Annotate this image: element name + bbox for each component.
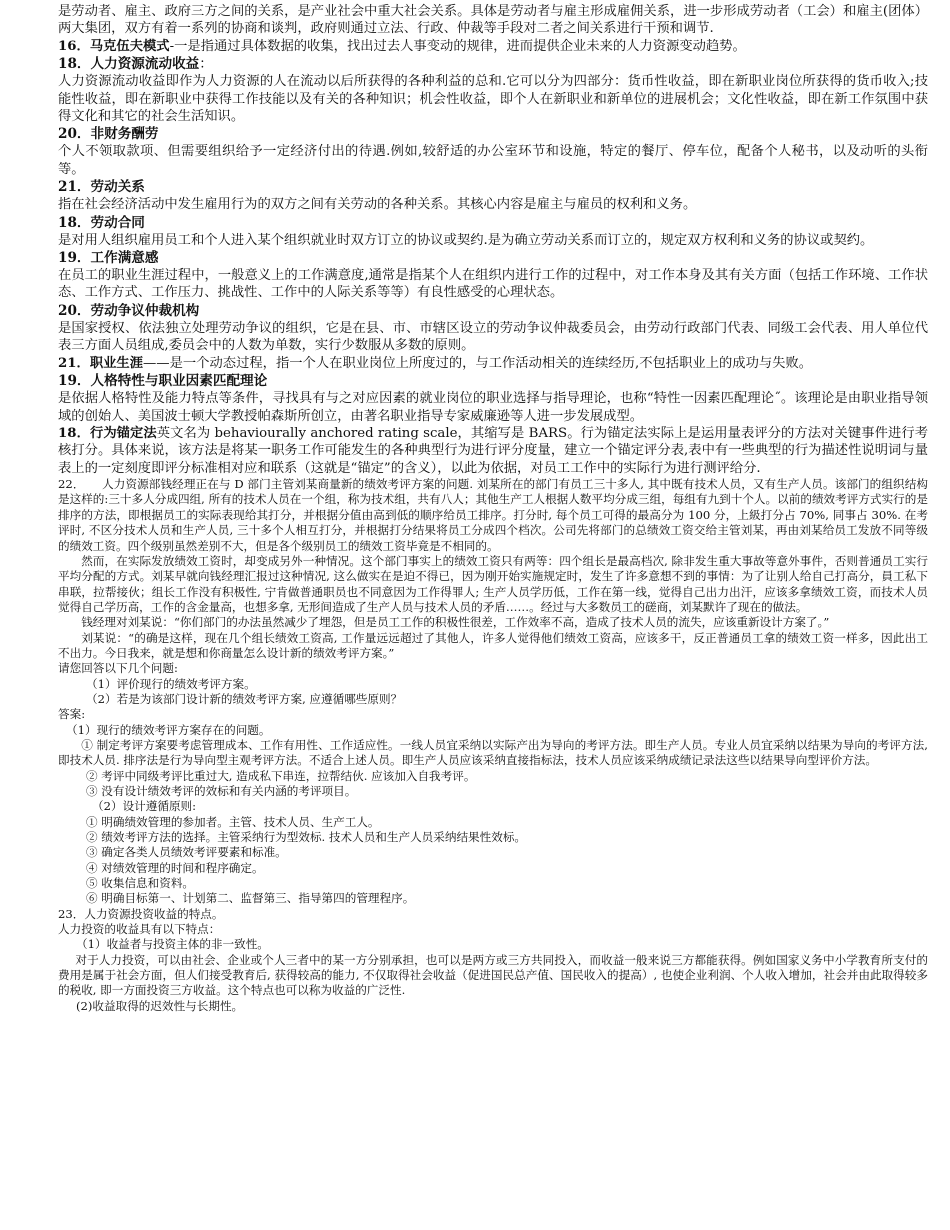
question-lead: 人力投资的收益具有以下特点：	[58, 922, 221, 937]
principle-item: ⑥ 明确目标第一、计划第二、监督第三、指导第四的管理程序。	[86, 891, 415, 906]
feature-item: （1）收益者与投资主体的非一致性。	[76, 937, 269, 952]
case-paragraph: 钱经理对刘某说：“你们部门的办法虽然减少了埋怨，但是员工工作的积极性很差，工作效率不高，造成了技术人员的流失，应该重新设计方案了。”	[81, 615, 830, 630]
question-title: 23．人力资源投资收益的特点。	[58, 906, 224, 921]
section-heading	[58, 55, 928, 73]
term-definition: -一是指通过具体数据的收集，找出过去人事变动的规律，进而提供企业未来的人力资源变动趋势。	[169, 38, 746, 54]
answer-subtitle: （2）设计遵循原则:	[92, 799, 197, 814]
answer-label: 答案:	[58, 707, 86, 722]
questions-prompt: 请您回答以下几个问题:	[58, 661, 178, 676]
section-body: 在员工的职业生涯过程中，一般意义上的工作满意度,通常是指某个人在组织内进行工作的过程中，对工作本身及其有关方面（包括工作环境、工作状态、工作方式、工作压力、挑战性、工作中的人际关系等等）有良性感受的心理状态。	[58, 268, 928, 301]
principle-item: ⑤ 收集信息和资料。	[86, 876, 195, 891]
section-body: 个人不领取款项、但需要组织给予一定经济付出的待遇.例如,较舒适的办公室环节和设施，特定的餐厅、停车位，配备个人秘书，以及动听的头衔等。	[58, 144, 928, 177]
term-title: 行为锚定法	[89, 425, 157, 441]
answer-item: ② 考评中同级考评比重过大, 造成私下串连，拉帮结伙. 应该加入自我考评。	[86, 768, 476, 783]
term-number: 16．	[58, 38, 90, 54]
term-number: 21．	[58, 355, 90, 371]
principle-item: ② 绩效考评方法的选择。主管采纳行为型效标. 技术人员和生产人员采纳结果性效标。	[86, 830, 527, 845]
feature-body: 对于人力投资，可以由社会、企业或个人三者中的某一方分别承担，也可以是两方或三方共同投入，而收益一般来说三方都能获得。例如国家义务中小学教育所支付的费用是属于社会方面，但人们接受教育后, 获得较高的能力, 不仅取得社会收益（促进国民总产值、国民收入的提高）, 也使企业利润、个人收入增加，社会并由此取得较多的税收, 即一方面投资三方收益。这个特点也可以称为收益的广泛性.	[58, 952, 928, 998]
heading-text: 18．人力资源流动收益	[58, 56, 200, 73]
section-heading: 21．劳动关系	[58, 179, 145, 196]
case-paragraph: 然而，在实际发放绩效工资时，却变成另外一种情况。这个部门事实上的绩效工资只有两等：四个组长是最高档次, 除非发生重大事故等意外事件，否则普通员工实行平均分配的方式。刘某早就向钱经理汇报过这种情况, 这么做实在是迫不得已，因为刚开始实施规定时，发生了许多意想不到的事情：为了让别人给自己打高分，員工私下串联，拉帮接伙；组长工作没有积极性, 宁肯做普通职员也不同意因为工作得罪人; 生产人员学历低，工作在第一线，觉得自己出力出汗，应该多拿绩效工资，而技术人员觉得自己学历高，工作的含金量高，也想多拿, 无形间造成了生产人员与技术人员的矛盾……。经过与大多数员工的磋商，刘某默许了现在的做法。	[58, 553, 928, 614]
feature-item: (2)收益取得的迟效性与长期性。	[76, 998, 244, 1013]
term-definition: ——是一个动态过程，指一个人在职业岗位上所度过的，与工作活动相关的连续经历,不包括职业上的成功与失败。	[143, 355, 813, 371]
answer-subtitle: （1）现行的绩效考评方案存在的问题。	[66, 722, 271, 737]
question-23	[58, 907, 928, 1014]
section-job-satisfaction	[58, 249, 928, 302]
section-body: 人力资源流动收益即作为人力资源的人在流动以后所获得的各种利益的总和.它可以分为四部分：货币性收益，即在新职业岗位所获得的货币收入;技能性收益，即在新职业中获得工作技能以及有关的各种知识；机会性收益，即个人在新职业和新单位的进展机会；文化性收益，即在新工作氛围中获得文化和其它的社会生活知识。	[58, 74, 928, 125]
intro-paragraph: 是劳动者、雇主、政府三方之间的关系，是产业社会中重大社会关系。具体是劳动者与雇主形成雇佣关系，进一步形成劳动者（工会）和雇主(团体）两大集团，双方有着一系列的协商和谈判，政府则通过立法、行政、仲裁等手段对二者之间关系进行干预和调节.	[58, 4, 928, 37]
section-heading: 20．非财务酬劳	[58, 126, 159, 143]
section-heading: 19．人格特性与职业因素匹配理论	[58, 373, 268, 390]
section-heading: 18．劳动合同	[58, 214, 145, 231]
section-body: 是依据人格特性及能力特点等条件，寻找具有与之对应因素的就业岗位的职业选择与指导理论，也称“特性一因素匹配理论˝。该理论是由职业指导领域的创始人、美国波士顿大学教授帕森斯所创立，由著名职业指导专家威廉逊等人进一步发展成型。	[58, 391, 928, 424]
section-heading: 20．劳动争议仲裁机构	[58, 302, 200, 319]
section-nonfinancial-pay	[58, 125, 928, 178]
question-item: （2）若是为该部门设计新的绩效考评方案, 应遵循哪些原则？	[86, 691, 403, 706]
markov-definition	[58, 38, 928, 55]
section-arbitration	[58, 302, 928, 355]
principle-item: ③ 确定各类人员绩效考评要素和标准。	[86, 845, 287, 860]
principle-item: ④ 对绩效管理的时间和程序确定。	[86, 860, 264, 875]
career-definition	[58, 355, 928, 372]
case-study-22	[58, 477, 928, 907]
section-heading: 19．工作满意感	[58, 250, 159, 267]
section-trait-factor	[58, 372, 928, 425]
section-labor-relations	[58, 178, 928, 213]
question-item: （1）评价现行的绩效考评方案。	[86, 676, 256, 691]
term-title: 马克伍夫模式	[89, 38, 170, 54]
heading-suffix: ：	[199, 56, 213, 73]
term-number: 18．	[58, 425, 90, 441]
section-labor-contract	[58, 214, 928, 249]
case-paragraph: 刘某说：“的确是这样，现在几个组长绩效工资高, 工作量远远超过了其他人，许多人觉得他们绩效工资高，应该多干，反正普通员工拿的绩效工资一样多，因此出工不出力。今日我来，就是想和你商量怎么设计新的绩效考评方案。”	[58, 630, 928, 660]
section-body: 指在社会经济活动中发生雇用行为的双方之间有关劳动的各种关系。其核心内容是雇主与雇员的权利和义务。	[58, 197, 697, 213]
answer-item: ③ 没有设计绩效考评的效标和有关内涵的考评项目。	[86, 784, 357, 798]
section-flow-income	[58, 55, 928, 125]
term-title: 职业生涯	[89, 355, 143, 371]
answer-item: ① 制定考评方案要考虑管理成本、工作有用性、工作适应性。一线人员宜采纳以实际产出为导向的考评方法。即生产人员。专业人员宜采纳以结果为导向的考评方法, 即技术人员. 排序法是行为导向型主观考评方法。不适合上述人员。即生产人员应该采纳直接指标法，技术人员应该采纳成绩记录法这些以结果导向型评价方法。	[58, 737, 928, 768]
term-definition: 英文名为 behaviourally anchored rating scale，其缩写是 BARS。行为锚定法实际上是运用量表评分的方法对关键事件进行考核打分。具体来说，该方法是将某一职务工作可能发生的各种典型行为进行评分度量，建立一个锚定评分表,表中有一些典型的行为描述性说明词与量表上的一定刻度即评分标准相对应和联系（这就是“锚定”的含义），以此为依据，对员工工作中的实际行为进行测评给分.	[58, 425, 929, 476]
section-body: 是对用人组织雇用员工和个人进入某个组织就业时双方订立的协议或契约.是为确立劳动关系而订立的，规定双方权利和义务的协议或契约。	[58, 232, 874, 248]
section-body: 是国家授权、依法独立处理劳动争议的组织，它是在县、市、市辖区设立的劳动争议仲裁委员会，由劳动行政部门代表、同级工会代表、用人单位代表三方面人员组成,委员会中的人数为单数，实行少数服从多数的原则。	[58, 320, 928, 354]
bars-definition	[58, 425, 928, 477]
principle-item: ① 明确绩效管理的参加者。主管、技术人员、生产工人。	[86, 814, 380, 829]
case-paragraph: 22． 人力资源部钱经理正在与 D 部门主管刘某商量新的绩效考评方案的问题. 刘某所在的部门有员工三十多人, 其中既有技术人员，又有生产人员。该部门的组织结构是这样的:三十多人分成四组, 所有的技术人员在一个组，称为技术组，共有八人；其他生产工人根据人数平均分成三组，每组有九到十个人。以前的绩效考评方式实行的是排序的方法，即根据员工的实际表现给其打分，并根据分值由高到低的顺序给员工排序。打分时, 每个员工可得的最高分为 100 分，上級打分占 70%, 同事占 30%. 在考评时, 不区分技术人员和生产人员, 三十多个人相互打分，并根据打分结果将员工分成四个档次。公司先将部门的总绩效工资交给主管刘某，再由刘某给员工发放不同等级的绩效工资。四个级别虽然差别不大，但是各个级别员工的绩效工资毕竟是不相同的。	[58, 477, 928, 553]
